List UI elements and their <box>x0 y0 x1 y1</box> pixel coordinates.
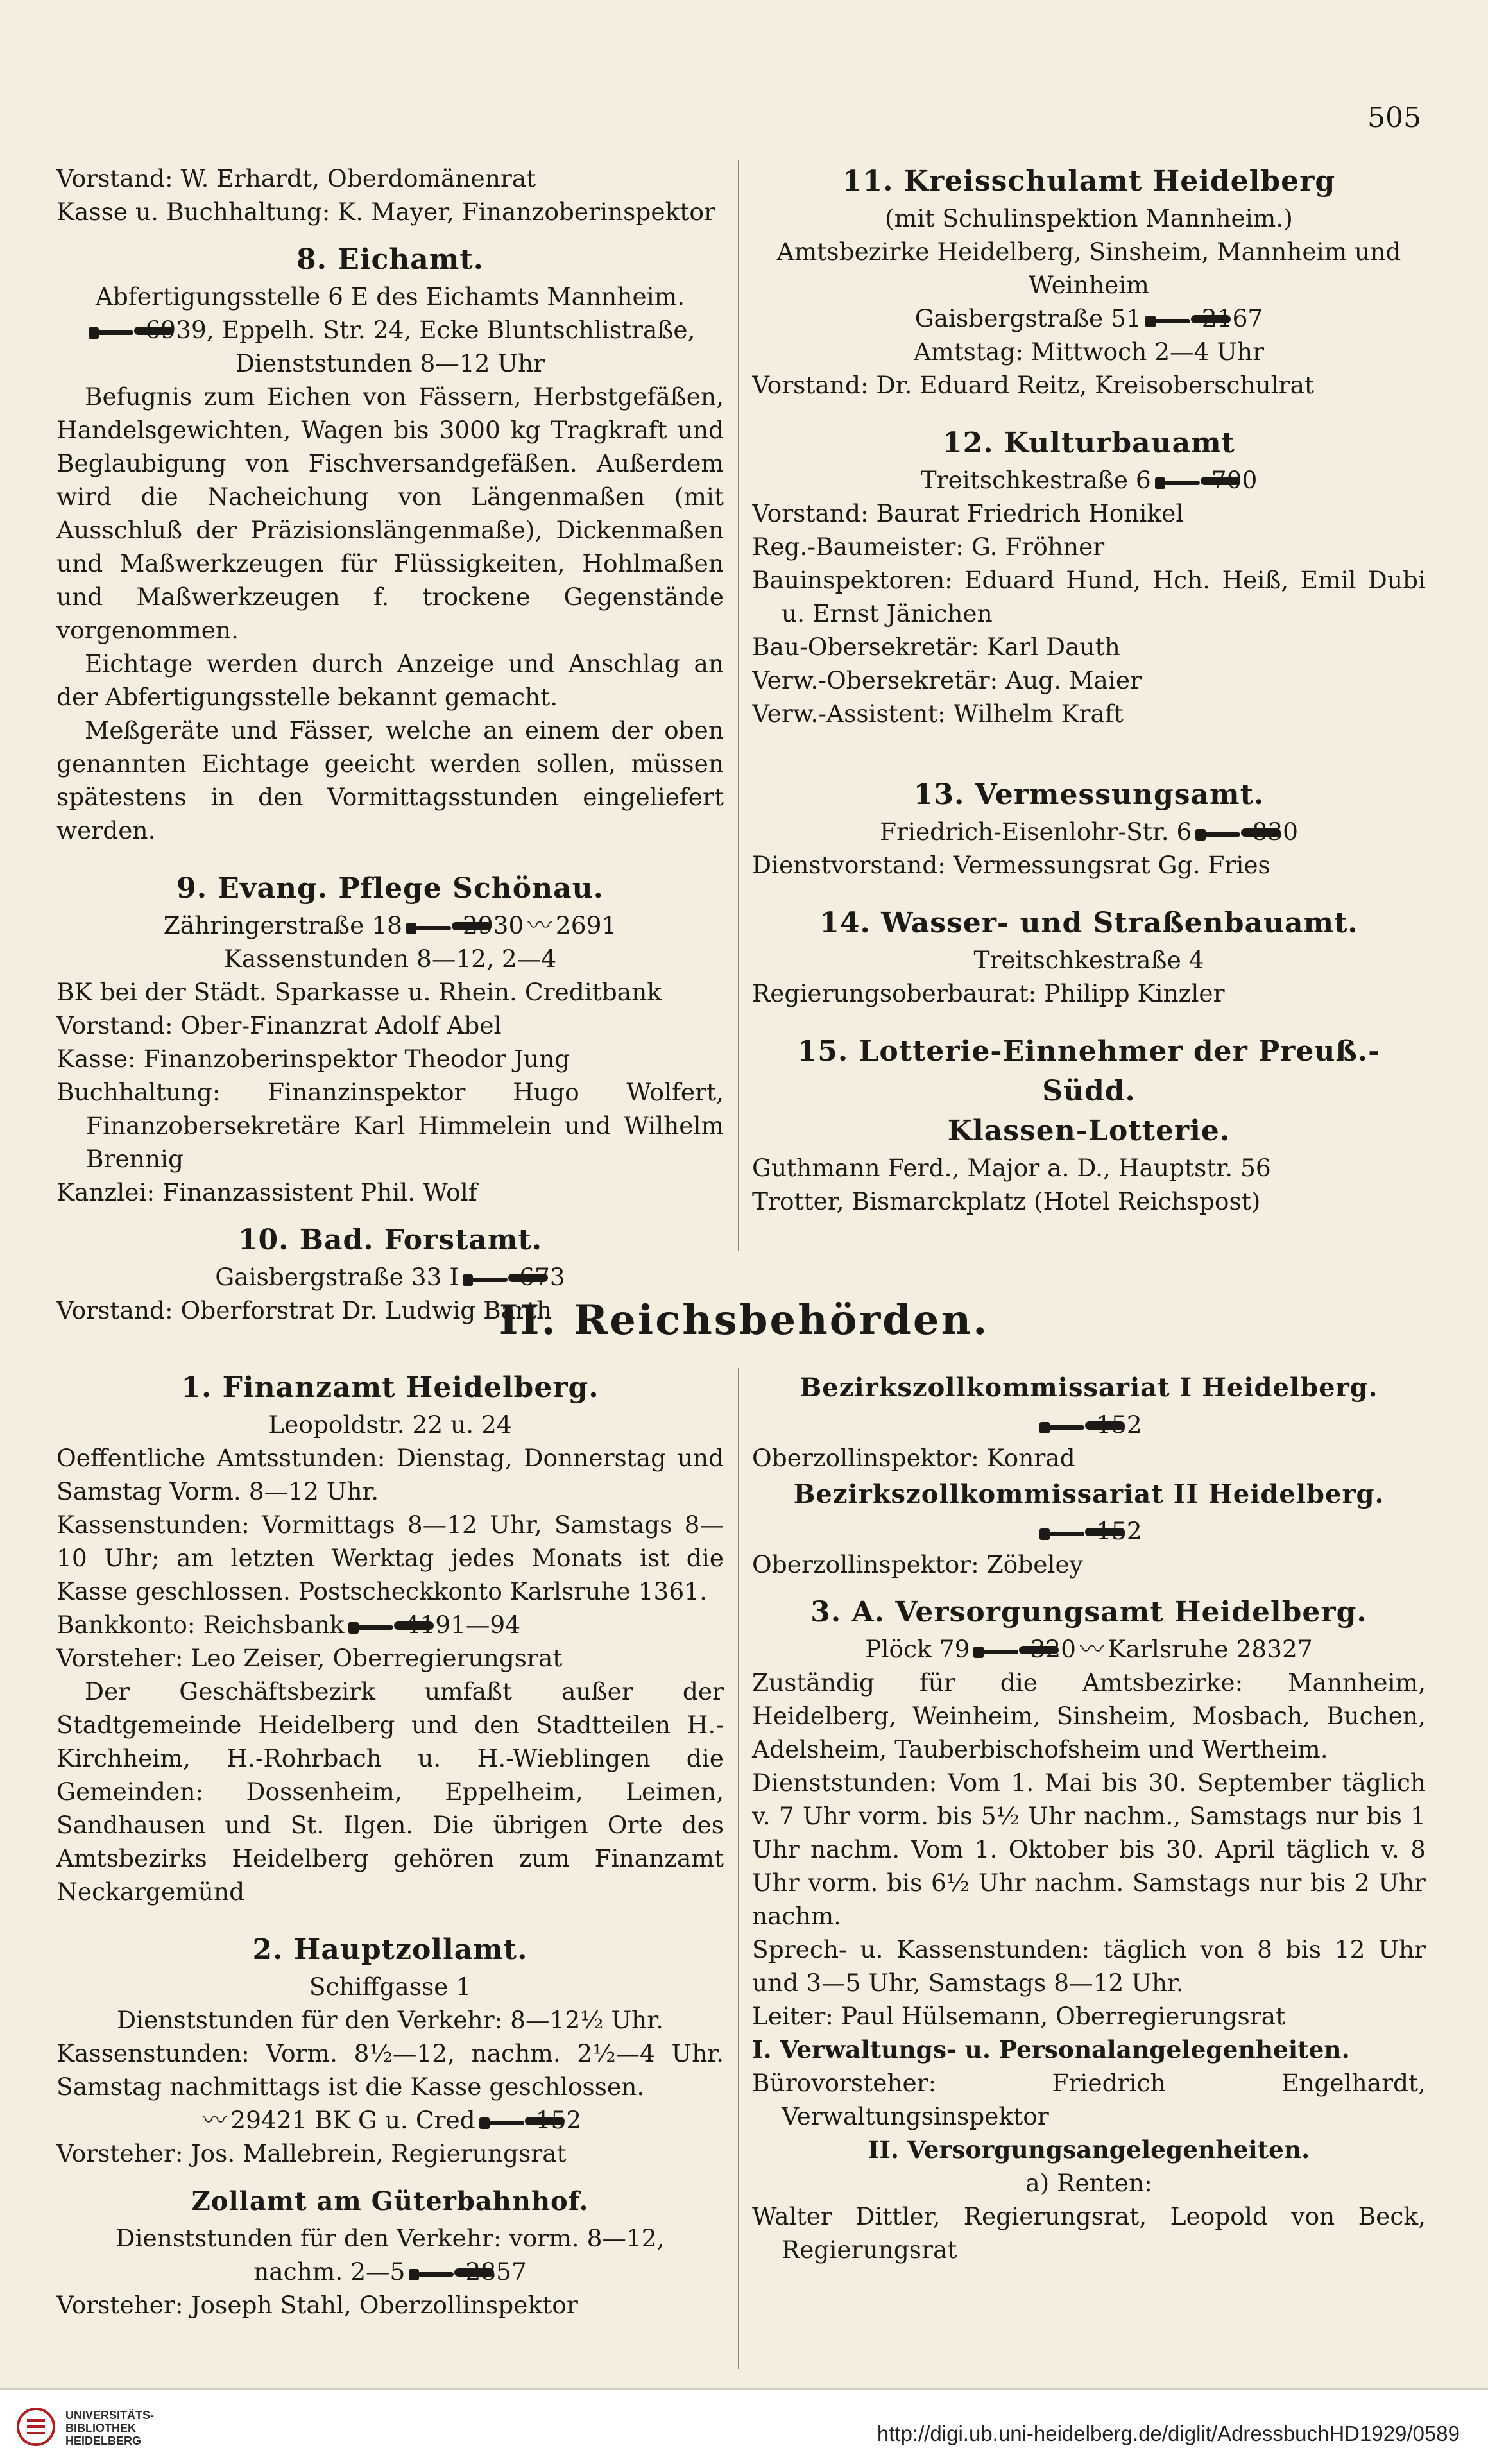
address-line: Treitschkestraße 6 700 <box>920 466 1258 494</box>
address-line: Plöck 79 320 〰 Karlsruhe 28327 <box>752 1632 1426 1666</box>
staff-line: Verw.-Obersekretär: Aug. Maier <box>752 666 1142 694</box>
library-logo-text: UNIVERSITÄTS- BIBLIOTHEK HEIDELBERG <box>65 2409 155 2447</box>
subheading: a) Renten: <box>1025 2169 1152 2197</box>
address-line: Zähringerstraße 18 2930 〰 2691 <box>56 909 724 942</box>
intro-line: Kasse u. Buchhaltung: K. Mayer, Finanzoberinspektor <box>56 198 715 226</box>
hours-line: Kassenstunden 8—12, 2—4 <box>223 945 557 973</box>
telegraph-icon: 〰 <box>202 2106 227 2134</box>
telephone-icon <box>89 325 141 340</box>
address-line: Treitschkestraße 4 <box>973 946 1204 974</box>
section-heading-vermessungsamt: 13. Vermessungsamt. <box>913 778 1265 811</box>
section-heading-kreisschulamt: 11. Kreisschulamt Heidelberg <box>842 165 1336 198</box>
address-line: Schiffgasse 1 <box>309 1972 472 2001</box>
staff-line: Bau-Obersekretär: Karl Dauth <box>752 633 1120 661</box>
section-heading-pflege: 9. Evang. Pflege Schönau. <box>176 872 604 905</box>
staff-line: Vorstand: Dr. Eduard Reitz, Kreisoberschulrat <box>752 371 1315 399</box>
staff-line: Bauinspektoren: Eduard Hund, Hch. Heiß, Emil Dubi u. Ernst Jänichen <box>752 566 1426 628</box>
text-line: Amtsbezirke Heidelberg, Sinsheim, Mannheim und Weinheim <box>776 237 1401 299</box>
staff-line: Vorsteher: Joseph Stahl, Oberzollinspektor <box>56 2291 578 2319</box>
footer-bar <box>0 2388 1488 2464</box>
column-divider <box>738 160 739 1251</box>
staff-line: Vorsteher: Jos. Mallebrein, Regierungsrat <box>56 2139 567 2168</box>
text-line: Amtstag: Mittwoch 2—4 Uhr <box>913 338 1265 366</box>
phone-line: 152 <box>752 1408 1426 1441</box>
staff-line: Vorstand: Oberforstrat Dr. Ludwig Barth <box>56 1296 552 1324</box>
staff-line: Verw.-Assistent: Wilhelm Kraft <box>752 699 1124 728</box>
staff-line: Bürovorsteher: Friedrich Engelhardt, Verwaltungsinspektor <box>752 2069 1426 2130</box>
paragraph: Kassenstunden: Vorm. 8½—12, nachm. 2½—4 Uhr. Samstag nachmittags ist die Kasse geschlossen. <box>56 2039 724 2101</box>
section-heading-hauptzollamt: 2. Hauptzollamt. <box>252 1933 528 1966</box>
staff-line: Walter Dittler, Regierungsrat, Leopold von Beck, Regierungsrat <box>752 2202 1426 2264</box>
left-column-top <box>56 162 724 1327</box>
telephone-icon <box>409 2266 461 2282</box>
address-line: Friedrich-Eisenlohr-Str. 6 830 <box>880 817 1298 846</box>
contact-line: 〰 29421 BK G u. Cred 152 <box>56 2103 724 2137</box>
text-line: 6939, Eppelh. Str. 24, Ecke Bluntschlistraße, <box>56 313 724 346</box>
telephone-icon <box>1039 1526 1092 1541</box>
section-heading-wasserbauamt: 14. Wasser- und Straßenbauamt. <box>819 907 1358 939</box>
staff-line: Leiter: Paul Hülsemann, Oberregierungsrat <box>752 2002 1286 2030</box>
paragraph: Zuständig für die Amtsbezirke: Mannheim, Heidelberg, Weinheim, Sinsheim, Mosbach, Buchen, Adelsheim, Tauberbischofsheim und Wertheim. <box>752 1668 1426 1763</box>
subheading: II. Versorgungsangelegenheiten. <box>868 2135 1310 2164</box>
section-heading-eichamt: 8. Eichamt. <box>296 243 484 276</box>
section-heading-bezirkszoll-2: Bezirkszollkommissariat II Heidelberg. <box>793 1479 1385 1509</box>
telephone-icon <box>1039 1419 1092 1435</box>
staff-line: Vorstand: Baurat Friedrich Honikel <box>752 499 1184 527</box>
staff-line: Dienstvorstand: Vermessungsrat Gg. Fries <box>752 851 1270 879</box>
telegraph-icon: 〰 <box>1080 1635 1104 1663</box>
paragraph: Kassenstunden: Vormittags 8—12 Uhr, Samstags 8—10 Uhr; am letzten Werktag jedes Monats ist die Kasse geschlossen. Postscheckkonto Karlsruhe 1361. <box>56 1510 724 1605</box>
text-line: Dienststunden 8—12 Uhr <box>235 349 545 377</box>
section-heading-lotterie-2: Klassen-Lotterie. <box>947 1115 1231 1147</box>
text-line: Abfertigungsstelle 6 E des Eichamts Mannheim. <box>95 282 685 311</box>
text-line: (mit Schulinspektion Mannheim.) <box>885 204 1293 232</box>
address-line: Gaisbergstraße 51 2167 <box>914 304 1263 332</box>
page-number: 505 <box>1367 101 1421 134</box>
telephone-icon <box>1145 313 1198 329</box>
intro-line: Vorstand: W. Erhardt, Oberdomänenrat <box>56 164 536 193</box>
telephone-icon <box>973 1644 1026 1659</box>
right-column-bottom <box>752 1368 1426 2266</box>
section-heading-lotterie: 15. Lotterie-Einnehmer der Preuß.-Südd. <box>797 1035 1381 1108</box>
telephone-icon <box>406 920 459 936</box>
paragraph: Der Geschäftsbezirk umfaßt außer der Stadtgemeinde Heidelberg und den Stadtteilen H.-Kirchheim, H.-Rohrbach u. H.-Wieblingen die Gemeinden: Dossenheim, Eppelheim, Leimen, Sandhausen und St. Ilgen. Die übrigen Orte des Amtsbezirks Heidelberg gehören zum Finanzamt Neckargemünd <box>56 1677 724 1906</box>
text-line: Dienststunden für den Verkehr: vorm. 8—12, <box>115 2224 665 2252</box>
paragraph: Dienststunden: Vom 1. Mai bis 30. September täglich v. 7 Uhr vorm. bis 5½ Uhr nachm., Samstags nur bis 1 Uhr nachm. Vom 1. Oktober bis 30. April täglich v. 8 Uhr vorm. bis 6½ Uhr nachm. Samstags nur bis 2 Uhr nachm. <box>752 1768 1426 1930</box>
staff-line: Guthmann Ferd., Major a. D., Hauptstr. 56 <box>752 1154 1271 1182</box>
telephone-icon <box>1155 475 1208 490</box>
telephone-icon <box>1195 826 1248 842</box>
staff-line: Buchhaltung: Finanzinspektor Hugo Wolfert, Finanzobersekretäre Karl Himmelein und Wilhelm Brennig <box>56 1078 724 1173</box>
staff-line: Kasse: Finanzoberinspektor Theodor Jung <box>56 1045 570 1073</box>
staff-line: Oberzollinspektor: Zöbeley <box>752 1550 1083 1579</box>
section-heading-versorgungsamt: 3. A. Versorgungsamt Heidelberg. <box>810 1596 1367 1629</box>
staff-line: Vorstand: Ober-Finanzrat Adolf Abel <box>56 1011 502 1040</box>
paragraph: Eichtage werden durch Anzeige und Anschlag an der Abfertigungsstelle bekannt gemacht. <box>56 649 724 711</box>
library-logo-icon <box>15 2406 56 2447</box>
staff-line: Regierungsoberbaurat: Philipp Kinzler <box>752 979 1225 1007</box>
section-heading-forstamt: 10. Bad. Forstamt. <box>237 1224 543 1256</box>
section-title-reichsbehoerden: II. Reichsbehörden. <box>499 1296 989 1344</box>
telegraph-icon: 〰 <box>527 911 552 939</box>
subheading: I. Verwaltungs- u. Personalangelegenheiten. <box>752 2035 1350 2064</box>
paragraph: Meßgeräte und Fässer, welche an einem der oben genannten Eichtage geeicht werden sollen, müssen spätestens in den Vormittagsstunden eingeliefert werden. <box>56 716 724 844</box>
paragraph: Oeffentliche Amtsstunden: Dienstag, Donnerstag und Samstag Vorm. 8—12 Uhr. <box>56 1444 724 1505</box>
phone-line: 152 <box>752 1514 1426 1548</box>
section-heading-bezirkszoll-1: Bezirkszollkommissariat I Heidelberg. <box>800 1373 1378 1403</box>
bank-line: BK bei der Städt. Sparkasse u. Rhein. Creditbank <box>56 978 662 1006</box>
text-line: Dienststunden für den Verkehr: 8—12½ Uhr. <box>117 2006 663 2034</box>
staff-line: Reg.-Baumeister: G. Fröhner <box>752 533 1105 561</box>
section-heading-zollamt: Zollamt am Güterbahnhof. <box>191 2186 589 2216</box>
staff-line: Vorsteher: Leo Zeiser, Oberregierungsrat <box>56 1644 563 1672</box>
source-url[interactable]: http://digi.ub.uni-heidelberg.de/diglit/AdressbuchHD1929/0589 <box>877 2422 1460 2445</box>
column-divider <box>738 1368 739 2369</box>
staff-line: Trotter, Bismarckplatz (Hotel Reichspost) <box>752 1187 1261 1215</box>
telephone-icon <box>463 1272 515 1287</box>
staff-line: Kanzlei: Finanzassistent Phil. Wolf <box>56 1178 477 1206</box>
text-line: nachm. 2—5 2857 <box>253 2257 527 2286</box>
address-line: Leopoldstr. 22 u. 24 <box>268 1410 512 1439</box>
address-line: Gaisbergstraße 33 I 673 <box>215 1263 565 1291</box>
telephone-icon <box>348 1620 401 1635</box>
section-heading-finanzamt: 1. Finanzamt Heidelberg. <box>181 1371 599 1404</box>
staff-line: Oberzollinspektor: Konrad <box>752 1444 1075 1472</box>
left-column-bottom <box>56 1368 724 2322</box>
telephone-icon <box>479 2115 532 2130</box>
section-heading-kulturbauamt: 12. Kulturbauamt <box>943 427 1235 459</box>
paragraph: Befugnis zum Eichen von Fässern, Herbstgefäßen, Handelsgewichten, Wagen bis 3000 kg Tragkraft und Beglaubigung von Fischversandgefäßen. Außerdem wird die Nacheichung von Längenmaßen (mit Ausschluß der Präzisionslängenmaße), Dickenmaßen und Maßwerkzeugen für Flüssigkeiten, Hohlmaßen und Maßwerkzeugen f. trockene Gegenstände vorgenommen. <box>56 382 724 644</box>
bank-line: Bankkonto: Reichsbank 4191—94 <box>56 1611 521 1639</box>
right-column-top <box>752 162 1426 1218</box>
paragraph: Sprech- u. Kassenstunden: täglich von 8 bis 12 Uhr und 3—5 Uhr, Samstags 8—12 Uhr. <box>752 1935 1426 1997</box>
